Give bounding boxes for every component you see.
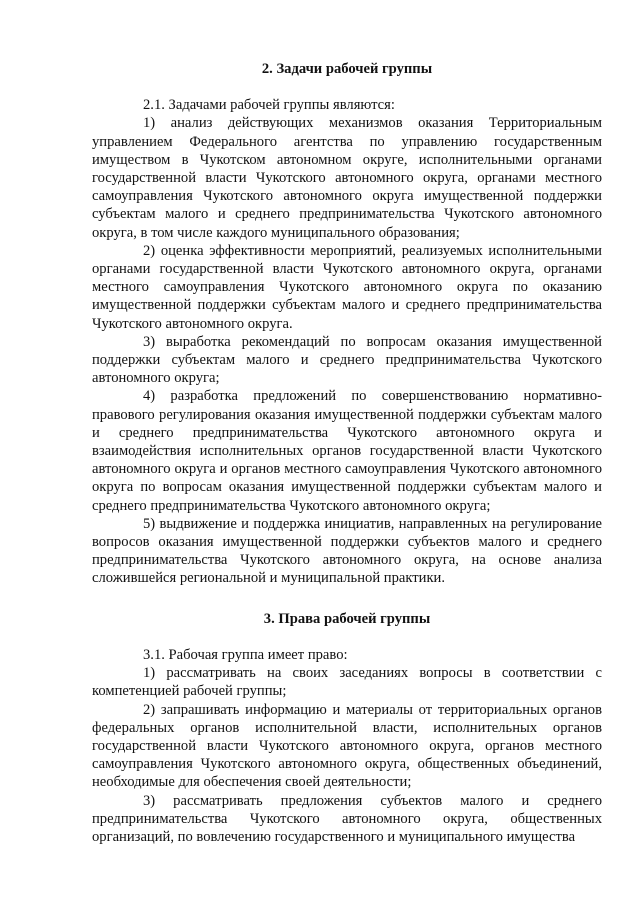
section-2-item-1-paragraph: 1) анализ действующих механизмов оказания Территориальным управлением Федерального агентства по управлению государственным имуществом в Чукотском автономном округе, исполнительными органами государственной власти Чукотского автономного округа, органами местного самоуправления Чукотского автономного округа имущественной поддержки субъектам малого и среднего предпринимательства Чукотского автономного округа, в том числе каждого муниципального образования; <box>92 115 602 241</box>
section-3-item-1-paragraph: 1) рассматривать на своих заседаниях вопросы в соответствии с компетенцией рабочей группы; <box>92 665 602 700</box>
section-2-intro-paragraph: 2.1. Задачами рабочей группы являются: <box>143 97 395 114</box>
section-3-heading: 3. Права рабочей группы <box>263 610 431 627</box>
section-2-item-2-paragraph: 2) оценка эффективности мероприятий, реализуемых исполнительными органами государственной власти Чукотского автономного округа, органами местного самоуправления Чукотского автономного округа по оказанию имущественной поддержки субъектам малого и среднего предпринимательства Чукотского автономного округа. <box>92 242 602 332</box>
section-3-intro-paragraph: 3.1. Рабочая группа имеет право: <box>143 646 348 663</box>
section-2-item-4-paragraph: 4) разработка предложений по совершенствованию нормативно-правового регулирования оказания имущественной поддержки субъектам малого и среднего предпринимательства Чукотского автономного округа и взаимодействия исполнительных органов государственной власти Чукотского автономного округа и органов местного самоуправления Чукотского автономного округа по вопросам оказания имущественной поддержки субъектам малого и среднего предпринимательства Чукотского автономного округа; <box>92 388 602 514</box>
section-3-item-2-paragraph: 2) запрашивать информацию и материалы от территориальных органов федеральных органов исполнительной власти, исполнительных органов государственной власти Чукотского автономного округа, органов местного самоуправления Чукотского автономного округа, общественных объединений, необходимые для обеспечения своей деятельности; <box>92 701 602 791</box>
section-3-item-3-paragraph: 3) рассматривать предложения субъектов малого и среднего предпринимательства Чукотского автономного округа, общественных организаций, по вовлечению государственного и муниципального имущества <box>92 792 602 845</box>
section-2-item-3-paragraph: 3) выработка рекомендаций по вопросам оказания имущественной поддержки субъектам малого и среднего предпринимательства Чукотского автономного округа; <box>92 333 602 387</box>
section-2-item-5-paragraph: 5) выдвижение и поддержка инициатив, направленных на регулирование вопросов оказания имущественной поддержки субъектов малого и среднего предпринимательства Чукотского автономного округа, на основе анализа сложившейся региональной и муниципальной практики. <box>92 515 602 587</box>
document-page <box>92 60 602 846</box>
section-2-heading: 2. Задачи рабочей группы <box>261 61 433 77</box>
